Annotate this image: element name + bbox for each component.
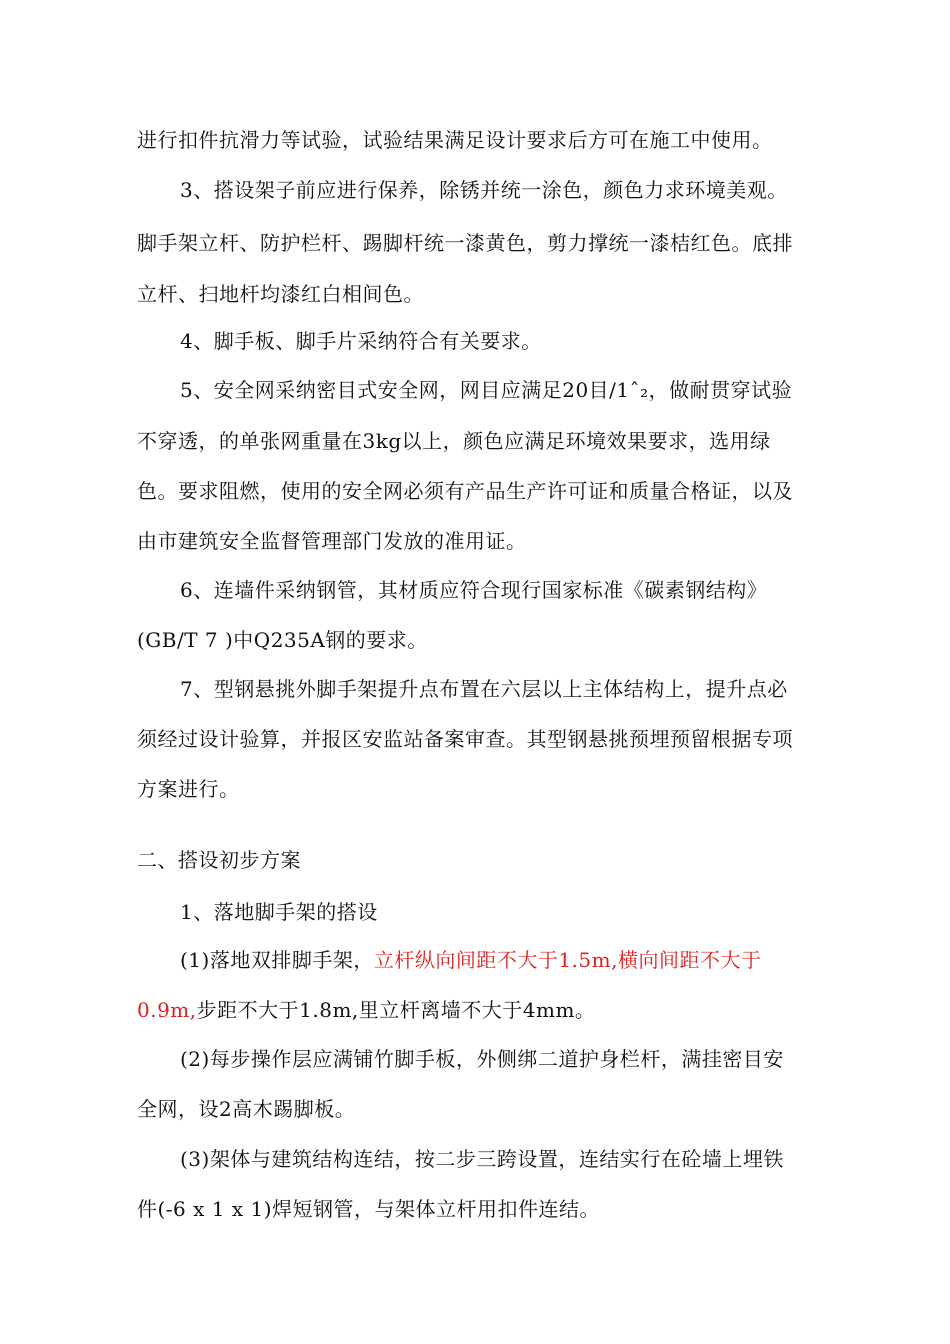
item-1-text-b: 步距不大于1.8m,里立杆离墙不大于4mm。: [196, 998, 596, 1022]
item-3-line-2: 件(-6 x 1 x 1)焊短钢管，与架体立杆用扣件连结。: [137, 1197, 601, 1221]
item-1-highlight-a: 立杆纵向间距不大于1.5m,横向间距不大于: [373, 948, 762, 972]
section-2-heading: 二、搭设初步方案: [137, 848, 301, 872]
p4-line-3: 色。要求阻燃，使用的安全网必须有产品生产许可证和质量合格证，以及: [137, 479, 793, 503]
p6-line-1: 7、型钢悬挑外脚手架提升点布置在六层以上主体结构上，提升点必: [180, 677, 788, 701]
p6-line-3: 方案进行。: [137, 777, 240, 801]
subsection-1-heading: 1、落地脚手架的搭设: [180, 900, 378, 924]
p6-line-2: 须经过设计验算，并报区安监站备案审查。其型钢悬挑预埋预留根据专项: [137, 727, 793, 751]
p2-line-1: 3、搭设架子前应进行保养，除锈并统一涂色，颜色力求环境美观。: [180, 178, 788, 202]
p1-line-1: 进行扣件抗滑力等试验，试验结果满足设计要求后方可在施工中使用。: [137, 128, 773, 152]
item-2-line-1: (2)每步操作层应满铺竹脚手板，外侧绑二道护身栏杆，满挂密目安: [180, 1047, 784, 1071]
item-1-line-1: [180, 946, 761, 974]
p4-line-1: 5、安全网采纳密目式安全网，网目应满足20目/1ˆ₂，做耐贯穿试验: [180, 378, 793, 402]
p2-line-2: 脚手架立杆、防护栏杆、踢脚杆统一漆黄色，剪力撑统一漆桔红色。底排: [137, 231, 793, 255]
p2-line-3: 立杆、扫地杆均漆红白相间色。: [137, 282, 424, 306]
item-3-line-1: (3)架体与建筑结构连结，按二步三跨设置，连结实行在砼墙上埋铁: [180, 1147, 784, 1171]
p5-line-2: (GB/T 7 )中Q235A钢的要求。: [137, 628, 428, 652]
p5-line-1: 6、连墙件采纳钢管，其材质应符合现行国家标准《碳素钢结构》: [180, 578, 768, 602]
item-1-line-2: [137, 996, 595, 1024]
p4-line-4: 由市建筑安全监督管理部门发放的准用证。: [137, 529, 527, 553]
item-1-highlight-b: 0.9m,: [137, 998, 197, 1022]
p3-line-1: 4、脚手板、脚手片采纳符合有关要求。: [180, 329, 542, 353]
p4-line-2: 不穿透，的单张网重量在3kg以上，颜色应满足环境效果要求，选用绿: [137, 429, 771, 453]
item-1-text-a: (1)落地双排脚手架，: [180, 948, 374, 972]
item-2-line-2: 全网，设2高木踢脚板。: [137, 1097, 356, 1121]
